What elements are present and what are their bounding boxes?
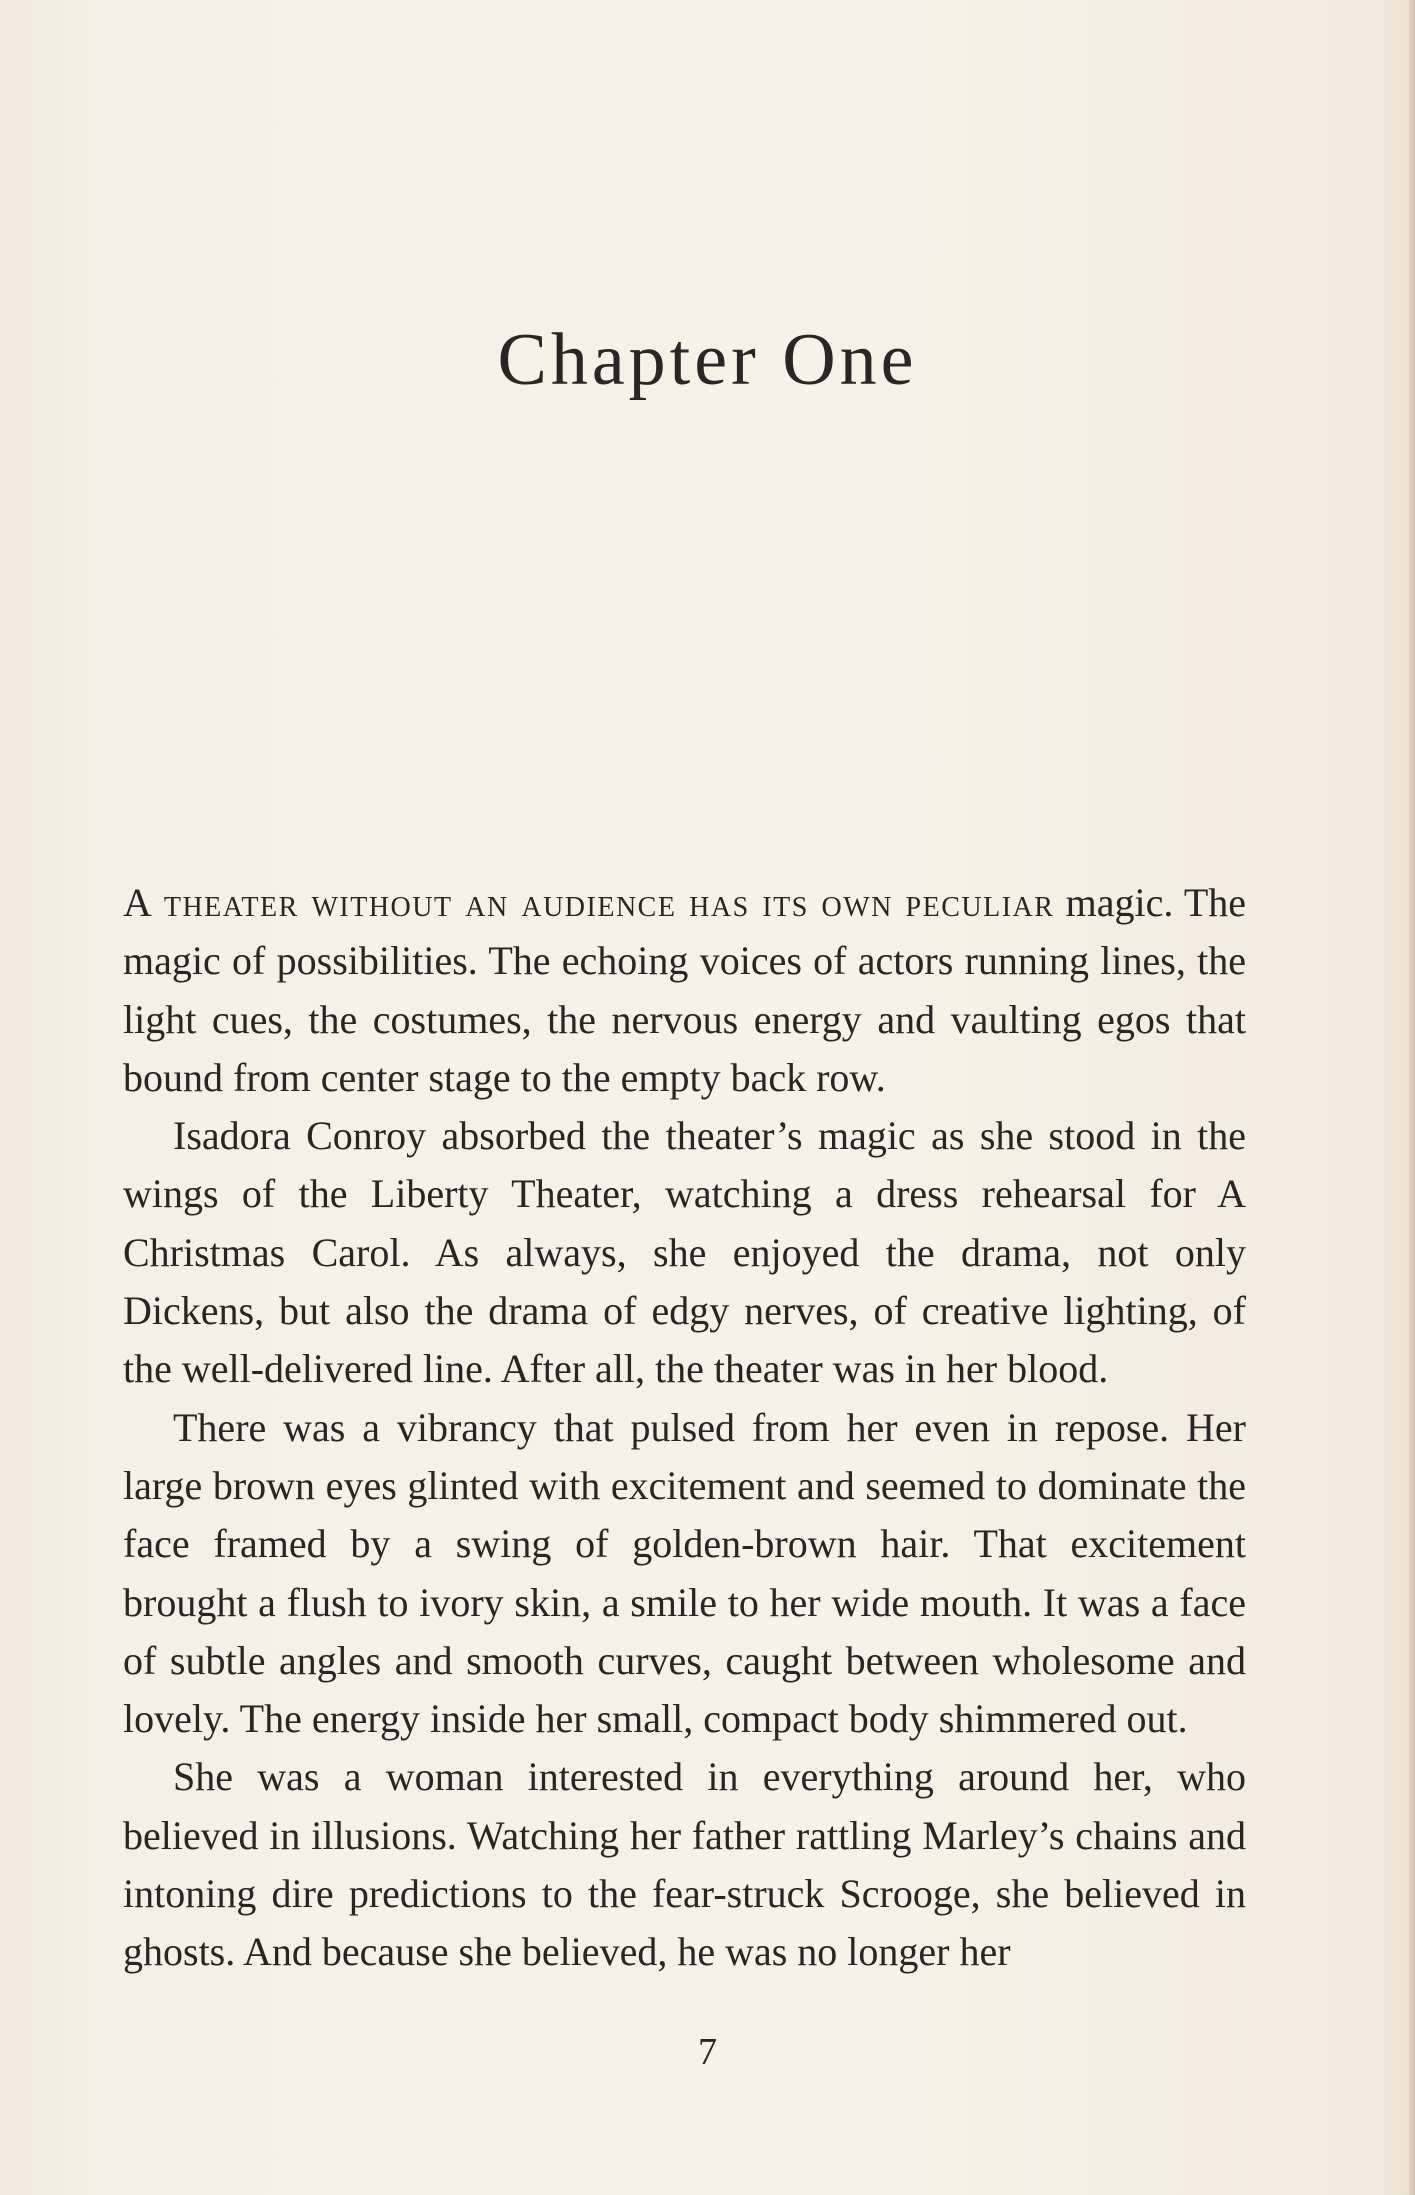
paragraph-lead-in: A theater without an audience has its own peculiar [123,880,1055,925]
paragraph-1 [123,874,1246,1107]
paragraph-2: Isadora Conroy absorbed the theater’s magic as she stood in the wings of the Liberty Theater, watching a dress rehearsal for A Christmas Carol. As always, she enjoyed the drama, not only Dickens, but also the drama of edgy nerves, of creative lighting, of the well-delivered line. After all, the theater was in her blood. [123,1113,1246,1392]
paragraph-text: magic. The magic of possibilities. The echoing voices of actors running lines, the light cues, the costumes, the nervous energy and vaulting egos that bound from center stage to the empty back row. [123,880,1247,1100]
paragraph-4: She was a woman interested in everything around her, who believed in illusions. Watching her father rattling Marley’s chains and intoning dire predictions to the fear-struck Scrooge, she believed in ghosts. And because she believed, he was no longer her [123,1754,1246,1975]
chapter-body [123,874,1246,1982]
chapter-title: Chapter One [497,319,918,401]
paragraph-3: There was a vibrancy that pulsed from her even in repose. Her large brown eyes glinted with excitement and seemed to dominate the face framed by a swing of golden-brown hair. That excitement brought a flush to ivory skin, a smile to her wide mouth. It was a face of subtle angles and smooth curves, caught between wholesome and lovely. The energy inside her small, compact body shimmered out. [123,1404,1246,1742]
page-number: 7 [698,2031,717,2073]
